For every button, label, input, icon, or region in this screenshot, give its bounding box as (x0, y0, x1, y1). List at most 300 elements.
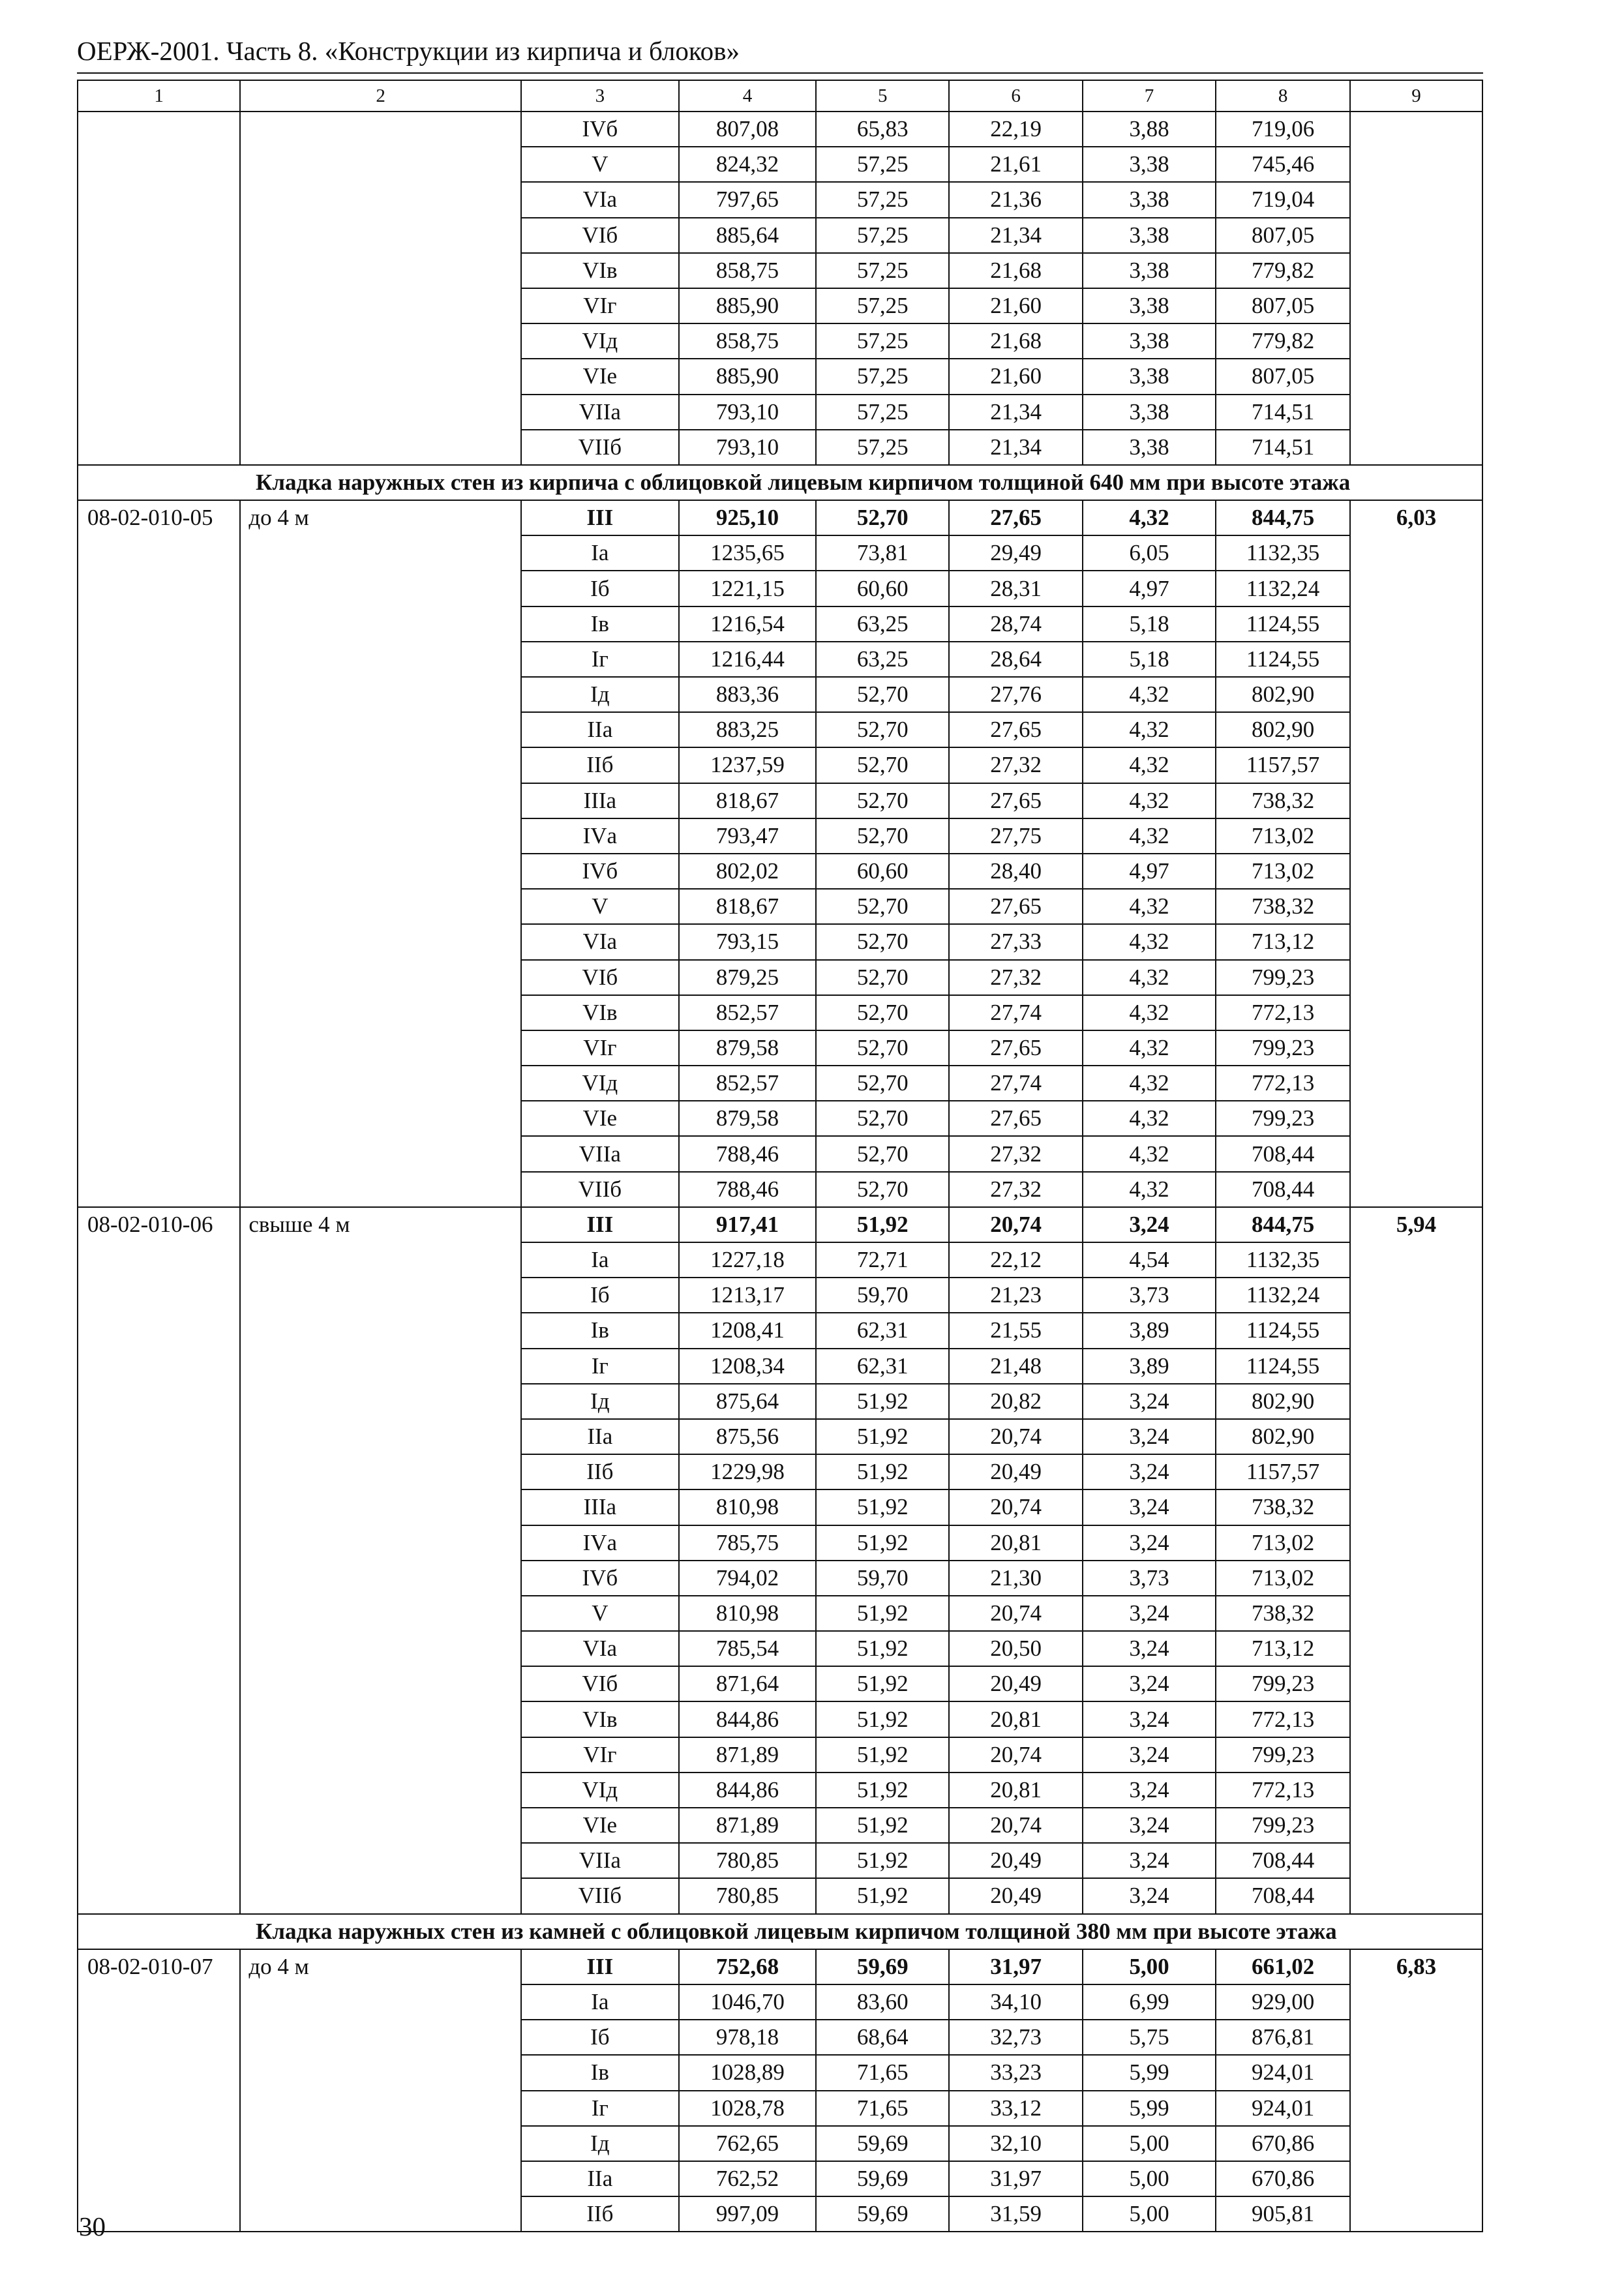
value-cell: 20,74 (949, 1596, 1082, 1631)
value-cell: 28,40 (949, 854, 1082, 889)
section-heading-row (78, 1914, 1482, 1949)
value-cell: 788,46 (679, 1136, 816, 1171)
value-cell: 3,89 (1083, 1313, 1216, 1348)
value-cell: 57,25 (816, 395, 949, 430)
value-cell: 4,32 (1083, 960, 1216, 995)
zone-cell: VIе (521, 359, 679, 394)
value-cell: 32,10 (949, 2126, 1082, 2161)
value-cell: 57,25 (816, 147, 949, 182)
zone-cell: VIв (521, 995, 679, 1030)
value-cell: 924,01 (1216, 2091, 1350, 2126)
value-cell: 5,00 (1083, 2126, 1216, 2161)
value-cell: 20,74 (949, 1489, 1082, 1525)
value-cell: 21,48 (949, 1349, 1082, 1384)
zone-cell: Iв (521, 1313, 679, 1348)
section-heading-row (78, 465, 1482, 500)
value-cell: 810,98 (679, 1596, 816, 1631)
column-number-cell: 6 (949, 80, 1082, 112)
zone-cell: V (521, 889, 679, 924)
value-cell: 738,32 (1216, 783, 1350, 818)
value-cell: 858,75 (679, 253, 816, 288)
value-cell: 738,32 (1216, 1489, 1350, 1525)
value-cell: 52,70 (816, 889, 949, 924)
value-cell: 802,02 (679, 854, 816, 889)
value-cell: 844,75 (1216, 500, 1350, 535)
value-cell: 20,74 (949, 1207, 1082, 1242)
section-heading: Кладка наружных стен из камней с облицовкой лицевым кирпичом толщиной 380 мм при высоте этажа (78, 1914, 1482, 1949)
value-cell: 885,64 (679, 218, 816, 253)
value-cell: 1157,57 (1216, 747, 1350, 783)
value-cell: 5,99 (1083, 2055, 1216, 2090)
value-cell: 3,88 (1083, 112, 1216, 147)
value-cell: 21,68 (949, 253, 1082, 288)
value-cell: 52,70 (816, 747, 949, 783)
value-cell: 3,38 (1083, 430, 1216, 465)
coefficient-cell: 6,83 (1350, 1949, 1482, 2232)
value-cell: 5,18 (1083, 606, 1216, 642)
value-cell: 844,86 (679, 1773, 816, 1808)
value-cell: 1216,54 (679, 606, 816, 642)
column-number-cell: 3 (521, 80, 679, 112)
value-cell: 3,73 (1083, 1278, 1216, 1313)
rate-code-cell (78, 112, 240, 465)
value-cell: 3,38 (1083, 253, 1216, 288)
value-cell: 3,24 (1083, 1631, 1216, 1666)
value-cell: 824,32 (679, 147, 816, 182)
value-cell: 52,70 (816, 783, 949, 818)
value-cell: 27,65 (949, 500, 1082, 535)
value-cell: 3,24 (1083, 1596, 1216, 1631)
value-cell: 4,32 (1083, 500, 1216, 535)
value-cell: 3,38 (1083, 359, 1216, 394)
value-cell: 772,13 (1216, 1701, 1350, 1737)
value-cell: 802,90 (1216, 1419, 1350, 1454)
value-cell: 752,68 (679, 1949, 816, 1984)
value-cell: 1124,55 (1216, 606, 1350, 642)
value-cell: 4,32 (1083, 747, 1216, 783)
value-cell: 708,44 (1216, 1843, 1350, 1878)
value-cell: 738,32 (1216, 889, 1350, 924)
value-cell: 20,50 (949, 1631, 1082, 1666)
zone-cell: Iа (521, 1242, 679, 1278)
value-cell: 63,25 (816, 606, 949, 642)
value-cell: 4,32 (1083, 1136, 1216, 1171)
value-cell: 3,73 (1083, 1561, 1216, 1596)
value-cell: 5,00 (1083, 2196, 1216, 2232)
value-cell: 22,19 (949, 112, 1082, 147)
page-header: ОЕРЖ-2001. Часть 8. «Конструкции из кирпича и блоков» (77, 36, 740, 66)
value-cell: 1132,24 (1216, 571, 1350, 606)
value-cell: 21,23 (949, 1278, 1082, 1313)
value-cell: 71,65 (816, 2091, 949, 2126)
value-cell: 28,31 (949, 571, 1082, 606)
value-cell: 3,24 (1083, 1489, 1216, 1525)
value-cell: 59,70 (816, 1278, 949, 1313)
value-cell: 52,70 (816, 712, 949, 747)
value-cell: 885,90 (679, 288, 816, 323)
value-cell: 51,92 (816, 1737, 949, 1773)
value-cell: 924,01 (1216, 2055, 1350, 2090)
value-cell: 661,02 (1216, 1949, 1350, 1984)
rate-code-cell: 08-02-010-05 (78, 500, 240, 1207)
condition-cell: свыше 4 м (240, 1207, 521, 1914)
value-cell: 33,12 (949, 2091, 1082, 2126)
value-cell: 32,73 (949, 2020, 1082, 2055)
zone-cell: Iв (521, 606, 679, 642)
value-cell: 68,64 (816, 2020, 949, 2055)
value-cell: 802,90 (1216, 712, 1350, 747)
value-cell: 33,23 (949, 2055, 1082, 2090)
value-cell: 713,02 (1216, 854, 1350, 889)
value-cell: 978,18 (679, 2020, 816, 2055)
column-number-cell: 9 (1350, 80, 1482, 112)
zone-cell: VIг (521, 288, 679, 323)
value-cell: 21,34 (949, 430, 1082, 465)
value-cell: 27,65 (949, 783, 1082, 818)
value-cell: 27,32 (949, 747, 1082, 783)
condition-cell: до 4 м (240, 1949, 521, 2232)
value-cell: 34,10 (949, 1984, 1082, 2020)
value-cell: 4,54 (1083, 1242, 1216, 1278)
value-cell: 4,32 (1083, 1101, 1216, 1136)
value-cell: 27,75 (949, 818, 1082, 854)
value-cell: 51,92 (816, 1878, 949, 1913)
header-rule (77, 72, 1483, 74)
value-cell: 925,10 (679, 500, 816, 535)
value-cell: 31,59 (949, 2196, 1082, 2232)
value-cell: 4,97 (1083, 854, 1216, 889)
zone-cell: Iд (521, 677, 679, 712)
value-cell: 670,86 (1216, 2126, 1350, 2161)
value-cell: 27,32 (949, 1136, 1082, 1171)
zone-cell: IIб (521, 747, 679, 783)
value-cell: 51,92 (816, 1489, 949, 1525)
value-cell: 818,67 (679, 783, 816, 818)
value-cell: 871,64 (679, 1666, 816, 1701)
zone-cell: VIа (521, 924, 679, 959)
value-cell: 20,74 (949, 1419, 1082, 1454)
column-number-cell: 2 (240, 80, 521, 112)
value-cell: 51,92 (816, 1631, 949, 1666)
value-cell: 27,65 (949, 889, 1082, 924)
value-cell: 3,38 (1083, 288, 1216, 323)
value-cell: 807,05 (1216, 218, 1350, 253)
value-cell: 3,24 (1083, 1701, 1216, 1737)
value-cell: 51,92 (816, 1808, 949, 1843)
value-cell: 51,92 (816, 1666, 949, 1701)
value-cell: 793,10 (679, 395, 816, 430)
value-cell: 885,90 (679, 359, 816, 394)
zone-cell: VIе (521, 1101, 679, 1136)
value-cell: 799,23 (1216, 1101, 1350, 1136)
value-cell: 28,64 (949, 642, 1082, 677)
value-cell: 5,99 (1083, 2091, 1216, 2126)
table-row (78, 1949, 1482, 1984)
value-cell: 1124,55 (1216, 642, 1350, 677)
value-cell: 52,70 (816, 995, 949, 1030)
zone-cell: VIа (521, 1631, 679, 1666)
value-cell: 63,25 (816, 642, 949, 677)
value-cell: 83,60 (816, 1984, 949, 2020)
value-cell: 1208,41 (679, 1313, 816, 1348)
value-cell: 779,82 (1216, 323, 1350, 359)
value-cell: 3,24 (1083, 1454, 1216, 1489)
value-cell: 871,89 (679, 1808, 816, 1843)
zone-cell: Iа (521, 535, 679, 571)
value-cell: 3,24 (1083, 1878, 1216, 1913)
zone-cell: Iб (521, 1278, 679, 1313)
zone-cell: IVа (521, 818, 679, 854)
zone-cell: VIб (521, 1666, 679, 1701)
value-cell: 3,24 (1083, 1666, 1216, 1701)
value-cell: 72,71 (816, 1242, 949, 1278)
value-cell: 1028,89 (679, 2055, 816, 2090)
value-cell: 52,70 (816, 818, 949, 854)
value-cell: 793,10 (679, 430, 816, 465)
value-cell: 1237,59 (679, 747, 816, 783)
value-cell: 65,83 (816, 112, 949, 147)
value-cell: 20,82 (949, 1384, 1082, 1419)
value-cell: 28,74 (949, 606, 1082, 642)
value-cell: 27,65 (949, 1030, 1082, 1066)
value-cell: 51,92 (816, 1207, 949, 1242)
value-cell: 876,81 (1216, 2020, 1350, 2055)
value-cell: 3,38 (1083, 395, 1216, 430)
zone-cell: IIа (521, 1419, 679, 1454)
value-cell: 3,38 (1083, 182, 1216, 217)
value-cell: 780,85 (679, 1878, 816, 1913)
table-row (78, 112, 1482, 147)
value-cell: 1208,34 (679, 1349, 816, 1384)
value-cell: 905,81 (1216, 2196, 1350, 2232)
value-cell: 875,56 (679, 1419, 816, 1454)
value-cell: 21,61 (949, 147, 1082, 182)
value-cell: 997,09 (679, 2196, 816, 2232)
page-number: 30 (79, 2211, 106, 2241)
value-cell: 73,81 (816, 535, 949, 571)
coefficient-cell: 6,03 (1350, 500, 1482, 1207)
value-cell: 1132,35 (1216, 1242, 1350, 1278)
value-cell: 59,70 (816, 1561, 949, 1596)
value-cell: 745,46 (1216, 147, 1350, 182)
value-cell: 4,32 (1083, 712, 1216, 747)
rates-table-container (77, 80, 1483, 2232)
value-cell: 29,49 (949, 535, 1082, 571)
value-cell: 670,86 (1216, 2161, 1350, 2196)
value-cell: 27,33 (949, 924, 1082, 959)
value-cell: 4,32 (1083, 783, 1216, 818)
value-cell: 799,23 (1216, 1666, 1350, 1701)
value-cell: 57,25 (816, 182, 949, 217)
value-cell: 57,25 (816, 253, 949, 288)
value-cell: 3,24 (1083, 1207, 1216, 1242)
value-cell: 59,69 (816, 1949, 949, 1984)
value-cell: 27,32 (949, 960, 1082, 995)
column-number-cell: 5 (816, 80, 949, 112)
zone-cell: III (521, 1949, 679, 1984)
value-cell: 871,89 (679, 1737, 816, 1773)
column-number-row (78, 80, 1482, 112)
zone-cell: Iг (521, 2091, 679, 2126)
value-cell: 52,70 (816, 1066, 949, 1101)
value-cell: 844,86 (679, 1701, 816, 1737)
value-cell: 5,00 (1083, 2161, 1216, 2196)
value-cell: 20,49 (949, 1666, 1082, 1701)
zone-cell: VIIб (521, 430, 679, 465)
value-cell: 3,24 (1083, 1525, 1216, 1561)
value-cell: 879,58 (679, 1101, 816, 1136)
zone-cell: Iб (521, 571, 679, 606)
value-cell: 52,70 (816, 1136, 949, 1171)
value-cell: 719,04 (1216, 182, 1350, 217)
value-cell: 20,74 (949, 1808, 1082, 1843)
value-cell: 875,64 (679, 1384, 816, 1419)
value-cell: 57,25 (816, 430, 949, 465)
value-cell: 57,25 (816, 218, 949, 253)
value-cell: 21,30 (949, 1561, 1082, 1596)
value-cell: 802,90 (1216, 1384, 1350, 1419)
zone-cell: III (521, 1207, 679, 1242)
zone-cell: IIб (521, 1454, 679, 1489)
value-cell: 799,23 (1216, 1808, 1350, 1843)
value-cell: 807,05 (1216, 288, 1350, 323)
zone-cell: Iд (521, 1384, 679, 1419)
value-cell: 1124,55 (1216, 1313, 1350, 1348)
zone-cell: VIв (521, 1701, 679, 1737)
zone-cell: Iб (521, 2020, 679, 2055)
value-cell: 929,00 (1216, 1984, 1350, 2020)
value-cell: 772,13 (1216, 995, 1350, 1030)
value-cell: 917,41 (679, 1207, 816, 1242)
rate-code-cell: 08-02-010-07 (78, 1949, 240, 2232)
value-cell: 62,31 (816, 1313, 949, 1348)
value-cell: 27,74 (949, 1066, 1082, 1101)
value-cell: 714,51 (1216, 430, 1350, 465)
zone-cell: IIIа (521, 1489, 679, 1525)
zone-cell: Iг (521, 642, 679, 677)
table-row (78, 1207, 1482, 1242)
zone-cell: VIб (521, 218, 679, 253)
value-cell: 1132,24 (1216, 1278, 1350, 1313)
value-cell: 52,70 (816, 1101, 949, 1136)
value-cell: 6,99 (1083, 1984, 1216, 2020)
value-cell: 51,92 (816, 1525, 949, 1561)
value-cell: 27,32 (949, 1172, 1082, 1207)
value-cell: 799,23 (1216, 1030, 1350, 1066)
zone-cell: IVа (521, 1525, 679, 1561)
value-cell: 1132,35 (1216, 535, 1350, 571)
zone-cell: Iа (521, 1984, 679, 2020)
value-cell: 27,76 (949, 677, 1082, 712)
zone-cell: VIв (521, 253, 679, 288)
column-number-cell: 4 (679, 80, 816, 112)
value-cell: 31,97 (949, 1949, 1082, 1984)
value-cell: 780,85 (679, 1843, 816, 1878)
value-cell: 57,25 (816, 323, 949, 359)
value-cell: 1046,70 (679, 1984, 816, 2020)
value-cell: 714,51 (1216, 395, 1350, 430)
zone-cell: VIг (521, 1030, 679, 1066)
value-cell: 3,24 (1083, 1773, 1216, 1808)
value-cell: 21,60 (949, 288, 1082, 323)
value-cell: 27,74 (949, 995, 1082, 1030)
value-cell: 1227,18 (679, 1242, 816, 1278)
value-cell: 51,92 (816, 1454, 949, 1489)
value-cell: 799,23 (1216, 1737, 1350, 1773)
coefficient-cell (1350, 112, 1482, 465)
value-cell: 713,02 (1216, 1561, 1350, 1596)
zone-cell: IVб (521, 1561, 679, 1596)
value-cell: 3,38 (1083, 218, 1216, 253)
value-cell: 21,34 (949, 218, 1082, 253)
value-cell: 20,49 (949, 1878, 1082, 1913)
value-cell: 785,54 (679, 1631, 816, 1666)
rate-code-cell: 08-02-010-06 (78, 1207, 240, 1914)
value-cell: 788,46 (679, 1172, 816, 1207)
value-cell: 59,69 (816, 2161, 949, 2196)
value-cell: 21,55 (949, 1313, 1082, 1348)
value-cell: 4,32 (1083, 1030, 1216, 1066)
value-cell: 762,52 (679, 2161, 816, 2196)
value-cell: 738,32 (1216, 1596, 1350, 1631)
value-cell: 802,90 (1216, 677, 1350, 712)
value-cell: 5,00 (1083, 1949, 1216, 1984)
value-cell: 51,92 (816, 1773, 949, 1808)
value-cell: 52,70 (816, 677, 949, 712)
value-cell: 57,25 (816, 288, 949, 323)
zone-cell: VIд (521, 1773, 679, 1808)
value-cell: 21,68 (949, 323, 1082, 359)
value-cell: 4,32 (1083, 818, 1216, 854)
value-cell: 59,69 (816, 2126, 949, 2161)
value-cell: 3,24 (1083, 1737, 1216, 1773)
value-cell: 858,75 (679, 323, 816, 359)
table-row (78, 500, 1482, 535)
value-cell: 779,82 (1216, 253, 1350, 288)
value-cell: 793,15 (679, 924, 816, 959)
column-number-cell: 8 (1216, 80, 1350, 112)
value-cell: 1124,55 (1216, 1349, 1350, 1384)
zone-cell: VIе (521, 1808, 679, 1843)
value-cell: 4,32 (1083, 995, 1216, 1030)
value-cell: 52,70 (816, 1172, 949, 1207)
value-cell: 3,24 (1083, 1808, 1216, 1843)
value-cell: 1221,15 (679, 571, 816, 606)
value-cell: 27,65 (949, 712, 1082, 747)
value-cell: 20,49 (949, 1843, 1082, 1878)
value-cell: 1235,65 (679, 535, 816, 571)
zone-cell: VIIб (521, 1172, 679, 1207)
value-cell: 810,98 (679, 1489, 816, 1525)
value-cell: 4,32 (1083, 889, 1216, 924)
zone-cell: Iв (521, 2055, 679, 2090)
value-cell: 4,97 (1083, 571, 1216, 606)
value-cell: 20,81 (949, 1701, 1082, 1737)
value-cell: 4,32 (1083, 924, 1216, 959)
value-cell: 3,89 (1083, 1349, 1216, 1384)
value-cell: 20,81 (949, 1773, 1082, 1808)
value-cell: 57,25 (816, 359, 949, 394)
zone-cell: VIг (521, 1737, 679, 1773)
value-cell: 797,65 (679, 182, 816, 217)
zone-cell: VIд (521, 1066, 679, 1101)
value-cell: 5,75 (1083, 2020, 1216, 2055)
value-cell: 27,65 (949, 1101, 1082, 1136)
value-cell: 844,75 (1216, 1207, 1350, 1242)
zone-cell: IVб (521, 112, 679, 147)
value-cell: 60,60 (816, 571, 949, 606)
rates-table-body (78, 80, 1482, 2232)
